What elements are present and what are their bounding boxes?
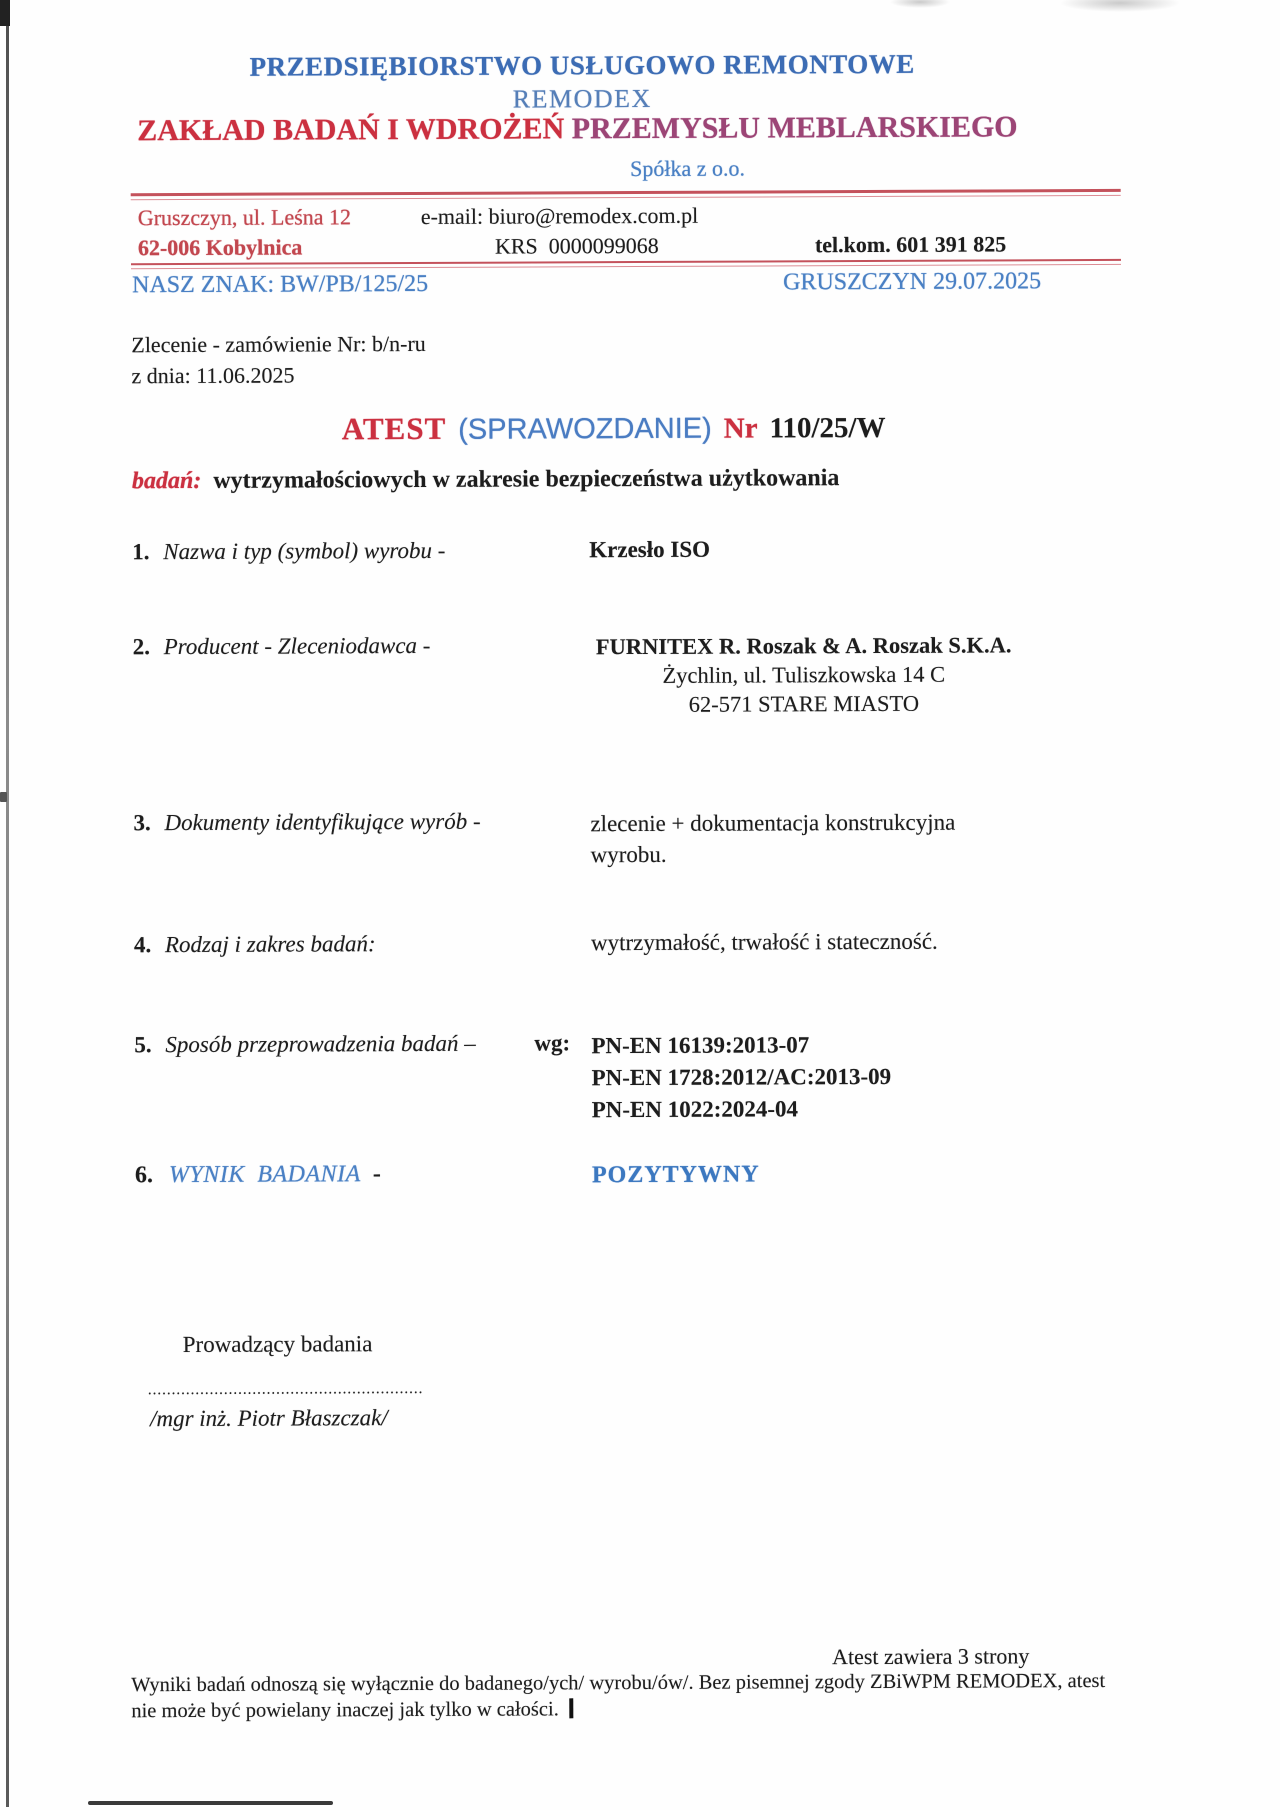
item-1-value: Krzesło ISO [589, 536, 711, 563]
result-label: WYNIK BADANIA [168, 1161, 361, 1189]
producer-street: Żychlin, ul. Tuliszkowska 14 C [662, 661, 946, 688]
item-5-label: 5. Sposób przeprowadzenia badań – [134, 1030, 476, 1058]
company-form: Spółka z o.o. [630, 155, 746, 182]
division-name-part2: PRZEMYSŁU MEBLARSKIEGO [564, 110, 1018, 146]
footer-page-count: Atest zawiera 3 strony [832, 1643, 1030, 1670]
item-1-label: 1. Nazwa i typ (symbol) wyrobu - [132, 537, 446, 565]
item-2-label: 2. Producent - Zleceniodawca - [132, 632, 431, 660]
item-4-value: wytrzymałość, trwałość i stateczność. [590, 928, 938, 956]
phone-number: tel.kom. 601 391 825 [814, 231, 1007, 258]
item-6-label: 6. WYNIK BADANIA - [134, 1161, 381, 1189]
title-number: 110/25/W [769, 411, 886, 445]
company-name: PRZEDSIĘBIORSTWO USŁUGOWO REMONTOWE [249, 48, 915, 82]
standard-1: PN-EN 16139:2013-07 [591, 1032, 810, 1059]
place-and-date: GRUSZCZYN 29.07.2025 [783, 268, 1042, 296]
krs-number: KRS 0000099068 [494, 232, 659, 259]
address-city: 62-006 Kobylnica [137, 234, 303, 261]
item-4-label: 4. Rodzaj i zakres badań: [133, 931, 376, 958]
title-sprawozdanie: (SPRAWOZDANIE) [458, 412, 712, 446]
order-date-line: z dnia: 11.06.2025 [131, 362, 295, 389]
item-2-value [588, 630, 1020, 719]
item-5-value [591, 1029, 891, 1126]
signature-dotted-line: .......................................................... [147, 1380, 424, 1399]
order-number-line: Zlecenie - zamówienie Nr: b/n-ru [131, 330, 426, 358]
scan-cursor-mark [569, 1698, 573, 1718]
title-atest: ATEST [341, 410, 447, 447]
item-3-label: 3. Dokumenty identyfikujące wyrób - [133, 808, 481, 836]
footer-disclaimer-line2-row: nie może być powielany inaczej jak tylko w całości. [131, 1698, 573, 1723]
producer-city: 62-571 STARE MIASTO [688, 690, 920, 717]
subtitle-text: wytrzymałościowych w zakresie bezpieczeństwa użytkowania [213, 465, 840, 494]
brand-name: REMODEX [512, 83, 652, 114]
address-street: Gruszczyn, ul. Leśna 12 [137, 204, 352, 231]
header-rule-top [131, 189, 1121, 200]
standard-3: PN-EN 1022:2024-04 [591, 1096, 799, 1123]
division-name-part1: ZAKŁAD BADAŃ I WDROŻEŃ [137, 112, 565, 148]
signature-name: /mgr inż. Piotr Błaszczak/ [149, 1405, 388, 1432]
producer-name: FURNITEX R. Roszak & A. Roszak S.K.A. [595, 632, 1012, 660]
signature-role: Prowadzący badania [182, 1331, 373, 1358]
item-3-value: zlecenie + dokumentacja konstrukcyjna wyrobu. [590, 809, 956, 868]
footer-disclaimer-line1: Wyniki badań odnoszą się wyłącznie do badanego/ych/ wyrobu/ów/. Bez pisemnej zgody ZBiWPM REMODEX, atest [131, 1669, 1106, 1697]
reference-number: NASZ ZNAK: BW/PB/125/25 [132, 270, 429, 299]
email: e-mail: biuro@remodex.com.pl [420, 202, 699, 229]
item-5-wg: wg: [534, 1030, 571, 1056]
standard-2: PN-EN 1728:2012/AC:2013-09 [591, 1063, 892, 1091]
title-nr: Nr [723, 412, 758, 445]
result-value: POZYTYWNY [591, 1161, 760, 1189]
subtitle-label: badań: [131, 467, 202, 495]
